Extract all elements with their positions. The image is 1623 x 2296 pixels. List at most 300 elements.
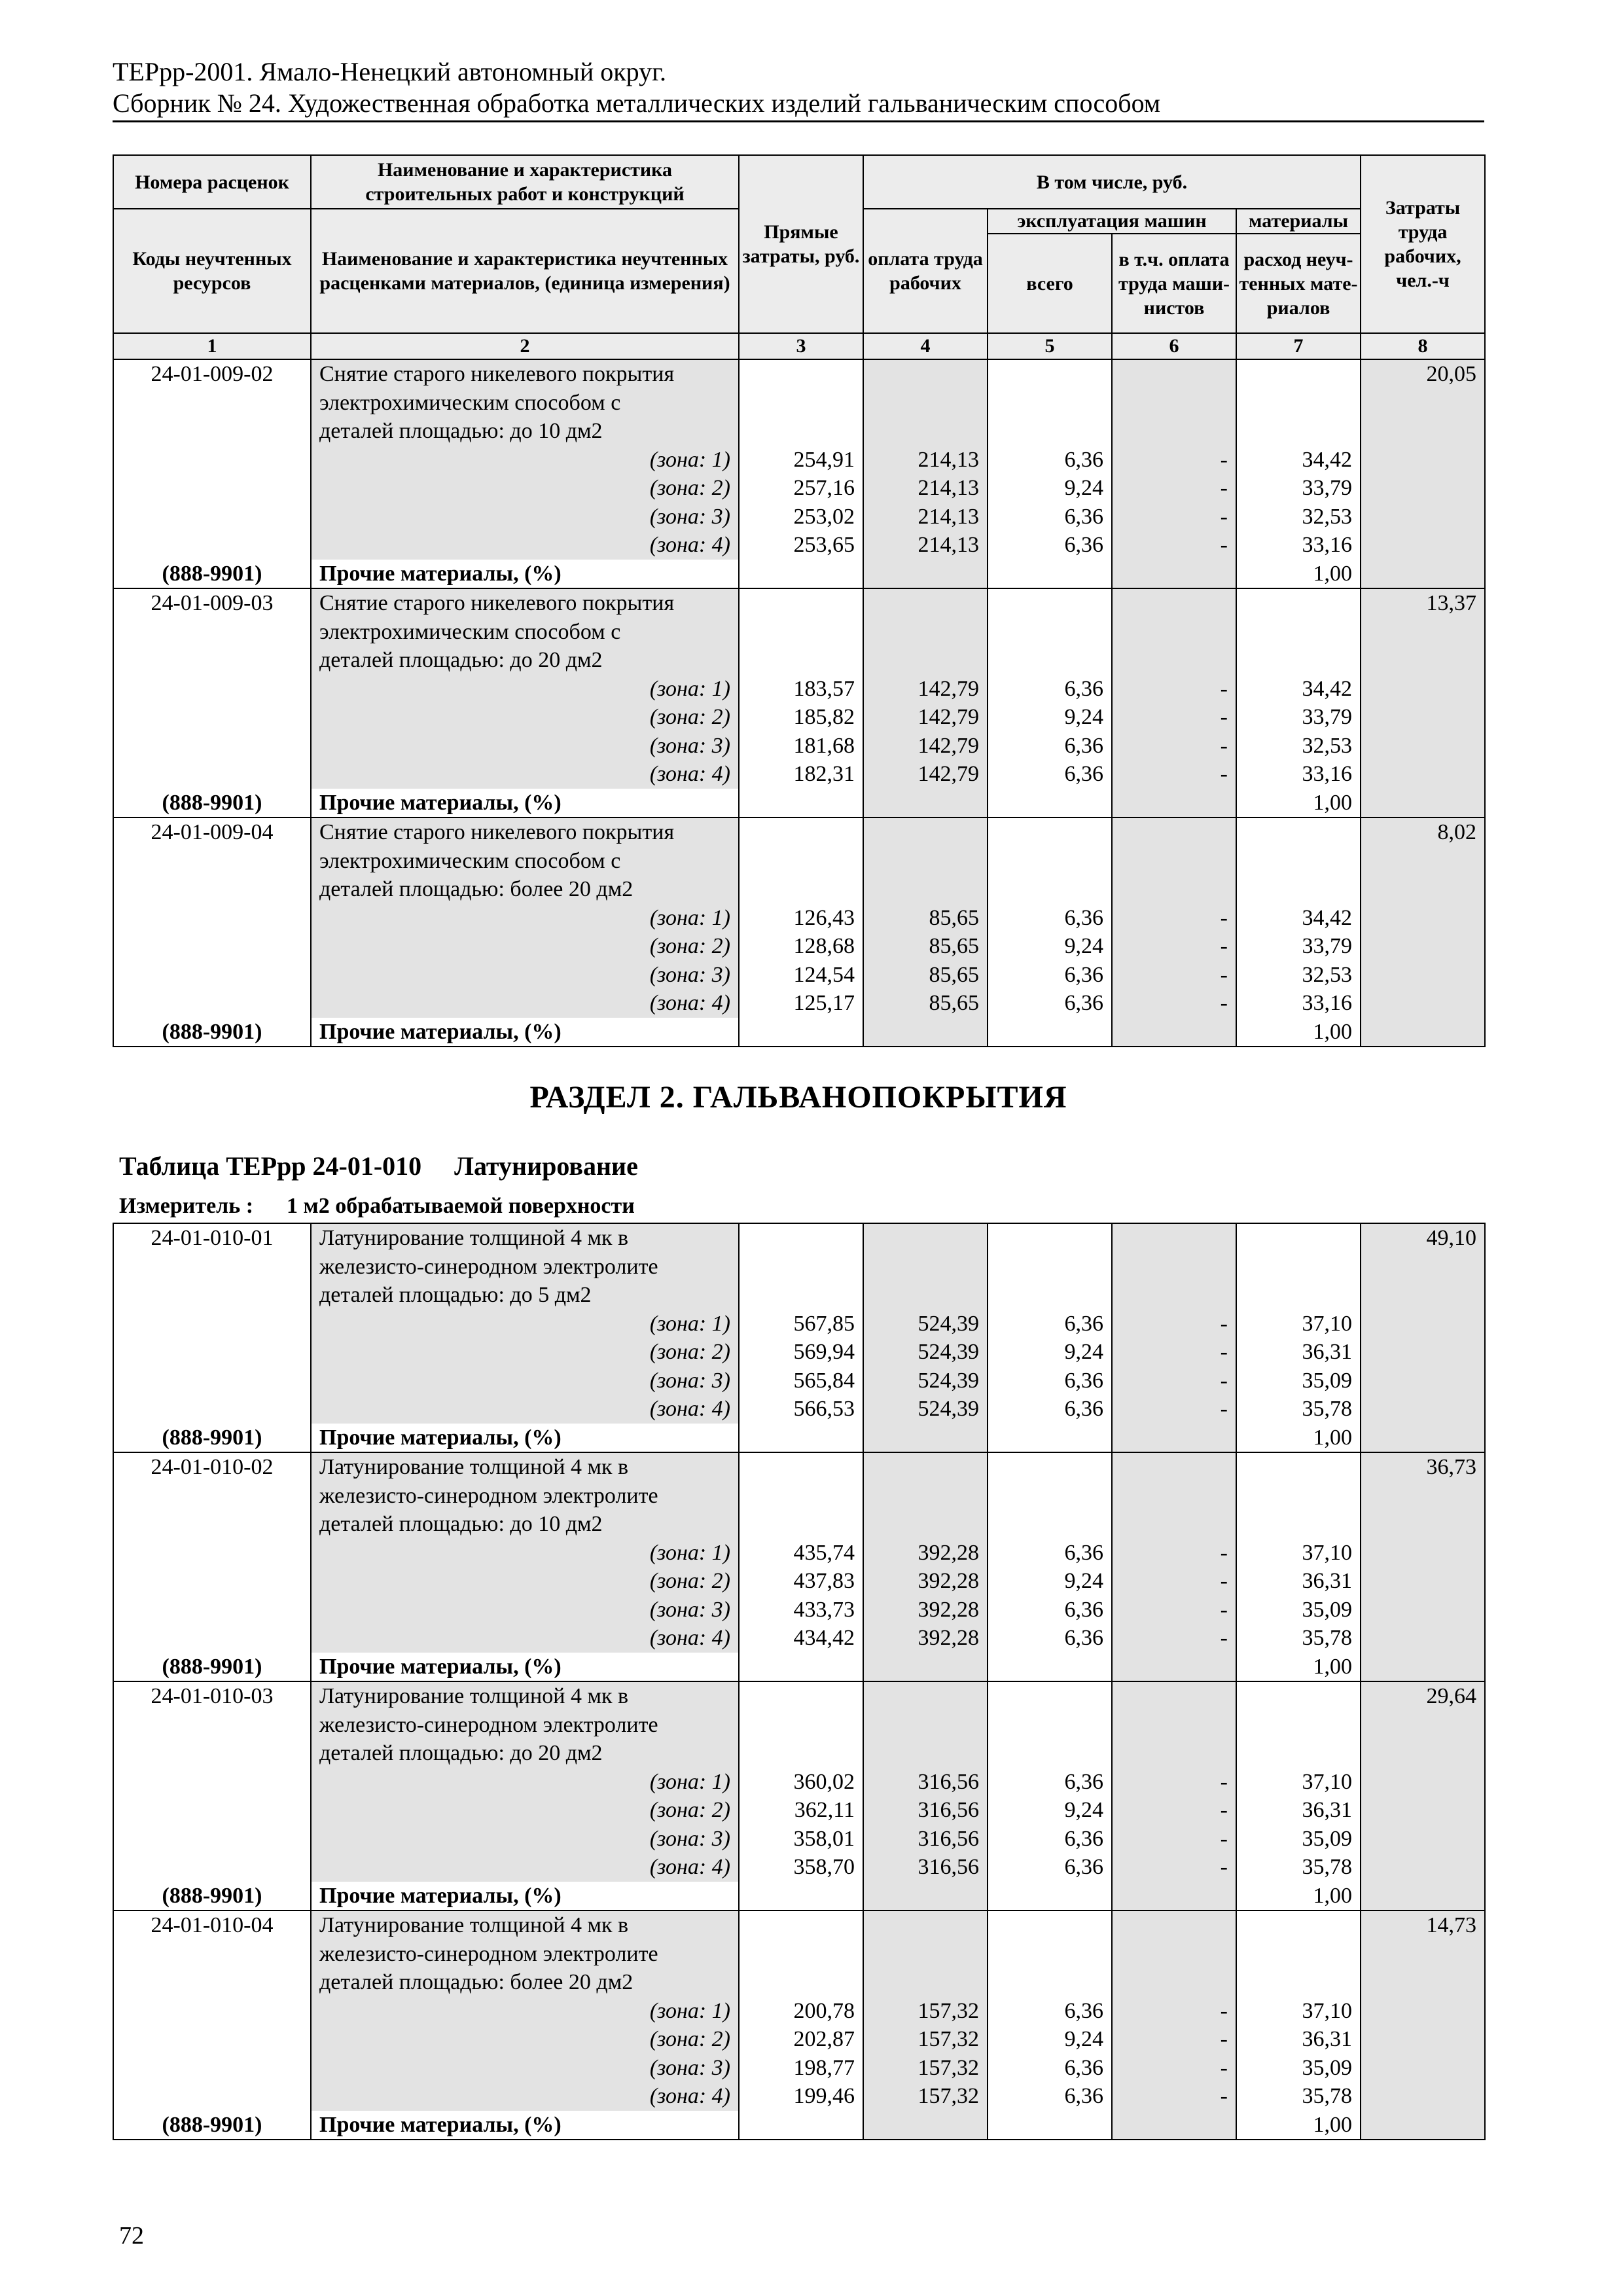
machine-total: 6,36 [988,2054,1112,2083]
empty-cell [113,446,311,475]
empty-cell [1361,1596,1485,1624]
rate-description-line: Латунирование толщиной 4 мк в [311,1910,739,1940]
direct-costs: 360,02 [739,1768,863,1797]
machinist-pay: - [1112,1338,1236,1367]
table-row [113,1367,1485,1395]
empty-cell [739,817,863,847]
machinist-pay: - [1112,1624,1236,1653]
material-value: 1,00 [1236,1018,1361,1047]
empty-cell [863,588,988,618]
table-row [113,560,1485,589]
empty-cell [1361,1567,1485,1596]
empty-cell [863,646,988,675]
empty-cell [1112,618,1236,647]
empty-cell [739,1711,863,1740]
empty-cell [863,1681,988,1711]
resource-code: (888-9901) [113,1018,311,1047]
empty-cell [1361,1018,1485,1047]
header-line-1: ТЕРрр-2001. Ямало-Ненецкий автономный округ. [113,57,667,86]
direct-costs: 362,11 [739,1796,863,1825]
empty-cell [988,1940,1112,1969]
empty-cell [1236,1739,1361,1768]
machine-total: 9,24 [988,2025,1112,2054]
empty-cell [113,1853,311,1882]
table-row [113,760,1485,789]
material-consumption: 36,31 [1236,1567,1361,1596]
machinist-pay: - [1112,1395,1236,1424]
empty-cell [1361,732,1485,761]
rates-table-bottom [113,1223,1486,2140]
material-name: Прочие материалы, (%) [311,2111,739,2140]
empty-cell [1112,1253,1236,1282]
empty-cell [988,875,1112,904]
table-row [113,2054,1485,2083]
material-consumption: 37,10 [1236,1768,1361,1797]
empty-cell [1361,503,1485,531]
table-row [113,359,1485,389]
rate-description-line: деталей площадью: до 20 дм2 [311,646,739,675]
empty-cell [988,2111,1112,2140]
rate-code: 24-01-009-03 [113,588,311,618]
zone-label: (зона: 4) [311,1624,739,1653]
material-consumption: 35,78 [1236,1853,1361,1882]
zone-label: (зона: 4) [311,760,739,789]
empty-cell [113,1768,311,1797]
header-work-name: Наименование и характеристика строительных работ и конструкций [311,155,739,209]
empty-cell [739,389,863,418]
labor-pay: 316,56 [863,1768,988,1797]
machinist-pay: - [1112,703,1236,732]
empty-cell [1236,875,1361,904]
rate-description-line: Латунирование толщиной 4 мк в [311,1681,739,1711]
empty-cell [739,1882,863,1911]
empty-cell [113,1825,311,1854]
rate-code: 24-01-009-04 [113,817,311,847]
zone-label: (зона: 4) [311,531,739,560]
col-number: 5 [988,333,1112,359]
empty-cell [1236,1940,1361,1969]
header-line-2: Сборник № 24. Художественная обработка металлических изделий гальваническим способом [113,88,1161,118]
measure-unit: Измеритель : 1 м2 обрабатываемой поверхности [119,1194,635,1218]
rate-description-line: железисто-синеродном электролите [311,1482,739,1511]
empty-cell [1361,904,1485,933]
empty-cell [113,1539,311,1568]
empty-cell [1112,646,1236,675]
machinist-pay: - [1112,1310,1236,1338]
table-row [113,1539,1485,1568]
empty-cell [863,789,988,818]
empty-cell [1112,1452,1236,1482]
empty-cell [113,1310,311,1338]
zone-label: (зона: 1) [311,1997,739,2026]
labor-pay: 85,65 [863,989,988,1018]
empty-cell [739,1452,863,1482]
labor-pay: 85,65 [863,961,988,990]
material-consumption: 35,09 [1236,1596,1361,1624]
rates-table-top [113,154,1486,1047]
empty-cell [113,1624,311,1653]
direct-costs: 182,31 [739,760,863,789]
table-body-bottom [113,1223,1485,2140]
empty-cell [1361,446,1485,475]
empty-cell [1236,1681,1361,1711]
empty-cell [863,875,988,904]
empty-cell [739,875,863,904]
empty-cell [1112,1653,1236,1682]
table-row [113,389,1485,418]
empty-cell [113,1711,311,1740]
empty-cell [113,2082,311,2111]
header-resource-codes: Коды неучтенных ресурсов [113,209,311,333]
empty-cell [113,703,311,732]
resource-code: (888-9901) [113,1882,311,1911]
empty-cell [988,1910,1112,1940]
rate-description-line: электрохимическим способом с [311,847,739,876]
empty-cell [1361,1482,1485,1511]
table-row [113,446,1485,475]
rate-description-line: Латунирование толщиной 4 мк в [311,1223,739,1253]
table-row [113,1281,1485,1310]
labor-costs: 13,37 [1361,588,1485,618]
machinist-pay: - [1112,2054,1236,2083]
empty-cell [863,359,988,389]
rate-code: 24-01-010-02 [113,1452,311,1482]
direct-costs: 569,94 [739,1338,863,1367]
direct-costs: 124,54 [739,961,863,990]
labor-pay: 392,28 [863,1596,988,1624]
machinist-pay: - [1112,904,1236,933]
empty-cell [1112,2111,1236,2140]
zone-label: (зона: 3) [311,1825,739,1854]
empty-cell [739,359,863,389]
direct-costs: 433,73 [739,1596,863,1624]
labor-pay: 142,79 [863,675,988,704]
empty-cell [863,1711,988,1740]
empty-cell [1361,789,1485,818]
section-title: РАЗДЕЛ 2. ГАЛЬВАНОПОКРЫТИЯ [529,1080,1067,1115]
table-row [113,1940,1485,1969]
empty-cell [863,1653,988,1682]
empty-cell [863,847,988,876]
empty-cell [1361,1796,1485,1825]
col-number: 1 [113,333,311,359]
empty-cell [113,989,311,1018]
machine-total: 6,36 [988,1853,1112,1882]
material-consumption: 36,31 [1236,1338,1361,1367]
labor-pay: 392,28 [863,1539,988,1568]
empty-cell [1236,1452,1361,1482]
direct-costs: 253,65 [739,531,863,560]
table-row [113,817,1485,847]
rate-description-line: Снятие старого никелевого покрытия [311,817,739,847]
table-row [113,1768,1485,1797]
machinist-pay: - [1112,1567,1236,1596]
empty-cell [988,847,1112,876]
resource-code: (888-9901) [113,789,311,818]
header-material-consumption: расход неуч-тенных мате-риалов [1239,248,1358,319]
table-row [113,1482,1485,1511]
zone-label: (зона: 1) [311,675,739,704]
material-consumption: 35,09 [1236,2054,1361,2083]
empty-cell [1236,1223,1361,1253]
header-machine-ops: эксплуатация машин [988,209,1236,234]
labor-pay: 392,28 [863,1567,988,1596]
direct-costs: 358,70 [739,1853,863,1882]
zone-label: (зона: 2) [311,932,739,961]
labor-pay: 316,56 [863,1796,988,1825]
material-consumption: 37,10 [1236,1539,1361,1568]
empty-cell [863,1018,988,1047]
direct-costs: 199,46 [739,2082,863,2111]
rate-description-line: деталей площадью: более 20 дм2 [311,1968,739,1997]
material-consumption: 33,79 [1236,474,1361,503]
labor-pay: 214,13 [863,503,988,531]
machinist-pay: - [1112,2082,1236,2111]
empty-cell [739,1940,863,1969]
material-consumption: 35,78 [1236,1395,1361,1424]
table-row [113,618,1485,647]
empty-cell [739,1739,863,1768]
empty-cell [1361,1281,1485,1310]
machinist-pay: - [1112,989,1236,1018]
empty-cell [1361,1711,1485,1740]
empty-cell [739,2111,863,2140]
zone-label: (зона: 4) [311,989,739,1018]
empty-cell [1361,417,1485,446]
header-machine-ops-group [988,209,1236,333]
empty-cell [988,817,1112,847]
table-row [113,1711,1485,1740]
direct-costs: 435,74 [739,1539,863,1568]
empty-cell [739,1253,863,1282]
rate-description-line: электрохимическим способом с [311,618,739,647]
material-consumption: 34,42 [1236,675,1361,704]
zone-label: (зона: 1) [311,1310,739,1338]
machinist-pay: - [1112,1596,1236,1624]
empty-cell [1361,1624,1485,1653]
empty-cell [739,1424,863,1453]
material-consumption: 32,53 [1236,961,1361,990]
labor-pay: 85,65 [863,932,988,961]
table-row [113,1452,1485,1482]
empty-cell [1361,961,1485,990]
empty-cell [113,1596,311,1624]
table-row [113,1338,1485,1367]
empty-cell [1361,1653,1485,1682]
header-rule [113,120,1484,122]
page-number: 72 [119,2222,144,2250]
empty-cell [1112,1910,1236,1940]
empty-cell [113,618,311,647]
labor-pay: 316,56 [863,1853,988,1882]
empty-cell [988,1510,1112,1539]
labor-costs: 29,64 [1361,1681,1485,1711]
direct-costs: 565,84 [739,1367,863,1395]
table-row [113,1018,1485,1047]
empty-cell [988,1968,1112,1997]
labor-pay: 524,39 [863,1367,988,1395]
machinist-pay: - [1112,531,1236,560]
machinist-pay: - [1112,1853,1236,1882]
zone-label: (зона: 4) [311,1853,739,1882]
machinist-pay: - [1112,1825,1236,1854]
empty-cell [1112,1968,1236,1997]
empty-cell [863,560,988,589]
col-number: 7 [1236,333,1361,359]
material-name: Прочие материалы, (%) [311,789,739,818]
empty-cell [739,618,863,647]
empty-cell [739,1482,863,1511]
empty-cell [1361,1424,1485,1453]
empty-cell [1361,1310,1485,1338]
col-number: 3 [739,333,863,359]
empty-cell [988,389,1112,418]
empty-cell [1112,875,1236,904]
empty-cell [988,1223,1112,1253]
empty-cell [1361,847,1485,876]
machine-total: 9,24 [988,1338,1112,1367]
empty-cell [988,1882,1112,1911]
empty-cell [988,588,1112,618]
resource-code: (888-9901) [113,1653,311,1682]
empty-cell [1112,1223,1236,1253]
direct-costs: 200,78 [739,1997,863,2026]
material-consumption: 33,16 [1236,989,1361,1018]
empty-cell [1361,1882,1485,1911]
machine-total: 6,36 [988,760,1112,789]
machinist-pay: - [1112,503,1236,531]
empty-cell [988,1482,1112,1511]
table-row [113,588,1485,618]
labor-costs: 14,73 [1361,1910,1485,1940]
labor-pay: 316,56 [863,1825,988,1854]
empty-cell [1236,1711,1361,1740]
empty-cell [988,1452,1112,1482]
empty-cell [1361,1539,1485,1568]
empty-cell [863,389,988,418]
labor-pay: 524,39 [863,1310,988,1338]
table-row [113,1968,1485,1997]
rate-code: 24-01-010-01 [113,1223,311,1253]
zone-label: (зона: 3) [311,1596,739,1624]
empty-cell [113,675,311,704]
empty-cell [863,1223,988,1253]
material-consumption: 33,16 [1236,531,1361,560]
empty-cell [739,1681,863,1711]
empty-cell [739,1910,863,1940]
zone-label: (зона: 1) [311,1768,739,1797]
empty-cell [113,1940,311,1969]
empty-cell [1361,2025,1485,2054]
table-row [113,2111,1485,2140]
table-row [113,1681,1485,1711]
rate-description-line: деталей площадью: до 10 дм2 [311,1510,739,1539]
empty-cell [1361,2082,1485,2111]
empty-cell [1112,1711,1236,1740]
table-row [113,961,1485,990]
table-row [113,1395,1485,1424]
labor-pay: 142,79 [863,760,988,789]
col-number: 8 [1361,333,1485,359]
machine-total: 6,36 [988,904,1112,933]
page-header [113,56,1484,122]
table-row [113,732,1485,761]
table-caption: Таблица ТЕРрр 24-01-010 Латунирование [119,1151,638,1181]
machine-total: 6,36 [988,1367,1112,1395]
material-name: Прочие материалы, (%) [311,1882,739,1911]
empty-cell [1361,1739,1485,1768]
material-consumption: 33,79 [1236,703,1361,732]
empty-cell [988,789,1112,818]
empty-cell [1361,1825,1485,1854]
table-body-top [113,359,1485,1047]
empty-cell [1361,932,1485,961]
direct-costs: 567,85 [739,1310,863,1338]
empty-cell [1361,1997,1485,2026]
machine-total: 9,24 [988,1567,1112,1596]
direct-costs: 125,17 [739,989,863,1018]
empty-cell [113,2054,311,2083]
empty-cell [988,646,1112,675]
empty-cell [863,817,988,847]
empty-cell [113,646,311,675]
zone-label: (зона: 2) [311,1567,739,1596]
empty-cell [1361,760,1485,789]
empty-cell [113,847,311,876]
zone-label: (зона: 1) [311,904,739,933]
table-row [113,1567,1485,1596]
material-consumption: 37,10 [1236,1997,1361,2026]
table-row [113,847,1485,876]
empty-cell [1236,847,1361,876]
rate-description-line: Снятие старого никелевого покрытия [311,359,739,389]
labor-pay: 142,79 [863,703,988,732]
empty-cell [1236,1482,1361,1511]
material-value: 1,00 [1236,2111,1361,2140]
empty-cell [113,1253,311,1282]
material-consumption: 34,42 [1236,446,1361,475]
table-row [113,1882,1485,1911]
material-consumption: 32,53 [1236,732,1361,761]
empty-cell [1361,1395,1485,1424]
empty-cell [113,1739,311,1768]
rate-description-line: железисто-синеродном электролите [311,1940,739,1969]
empty-cell [1112,1940,1236,1969]
empty-cell [863,1739,988,1768]
empty-cell [1112,1018,1236,1047]
rate-description-line: электрохимическим способом с [311,389,739,418]
table-row [113,1253,1485,1282]
direct-costs: 181,68 [739,732,863,761]
table-row [113,1624,1485,1653]
material-consumption: 35,78 [1236,1624,1361,1653]
labor-pay: 142,79 [863,732,988,761]
table-row [113,1739,1485,1768]
header-labor-costs: Затраты труда рабочих, чел.-ч [1361,155,1485,333]
empty-cell [988,1653,1112,1682]
machinist-pay: - [1112,961,1236,990]
direct-costs: 202,87 [739,2025,863,2054]
material-name: Прочие материалы, (%) [311,1018,739,1047]
empty-cell [1112,1424,1236,1453]
empty-cell [1236,588,1361,618]
empty-cell [113,1796,311,1825]
table-row [113,2082,1485,2111]
table-row [113,675,1485,704]
machine-total: 6,36 [988,1624,1112,1653]
empty-cell [1236,417,1361,446]
machinist-pay: - [1112,932,1236,961]
